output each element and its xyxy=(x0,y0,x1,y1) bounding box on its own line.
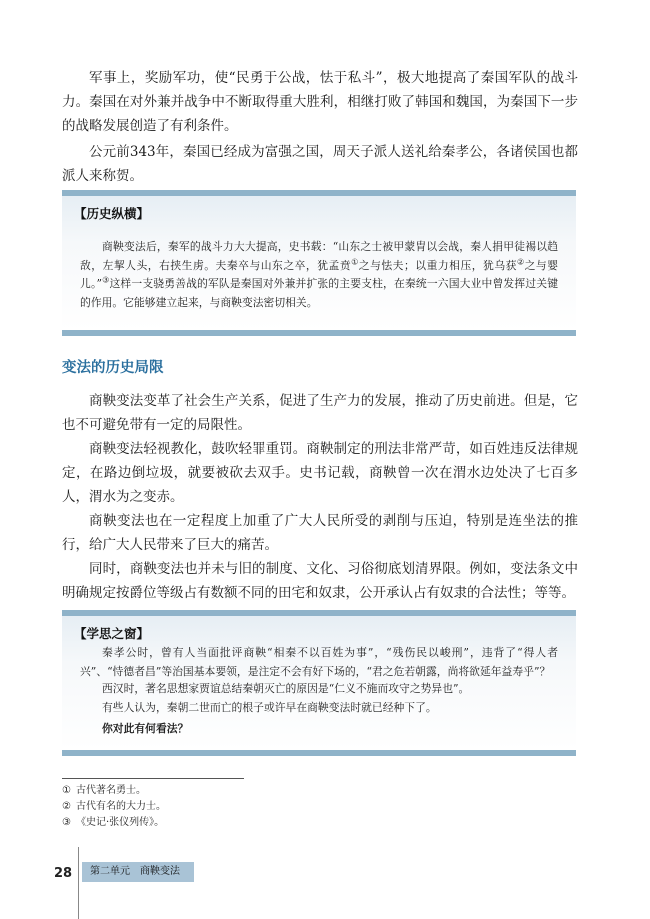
study-box-question: 你对此有何看法？ xyxy=(102,722,189,735)
paragraph-limitation-intro: 商鞅变法变革了社会生产关系，促进了生产力的发展，推动了历史前进。但是，它也不可避免带有一定的局限性。 xyxy=(62,393,578,433)
margin-rule xyxy=(78,847,79,919)
footnote-ref-2[interactable]: ② xyxy=(516,256,525,266)
unit-label: 第二单元 商鞅变法 xyxy=(82,862,194,882)
study-box-paragraph-2: 西汉时，著名思想家贾谊总结秦朝灭亡的原因是“仁义不施而攻守之势异也”。 xyxy=(102,682,470,695)
study-box-paragraph-1: 秦孝公时，曾有人当面批评商鞅“相秦不以百姓为事”，“残伤民以峻刑”，违背了“得人者兴”、“恃德者昌”等治国基本要领，是注定不会有好下场的，“君之危若朝露，尚将欲延年益寿乎”？ xyxy=(80,646,558,678)
paragraph-343bc: 公元前343年，秦国已经成为富强之国，周天子派人送礼给秦孝公，各诸侯国也都派人来称贺。 xyxy=(62,144,578,184)
paragraph-old-system: 同时，商鞅变法也并未与旧的制度、文化、习俗彻底划清界限。例如，变法条文中明确规定按爵位等级占有数额不同的田宅和奴隶，公开承认占有奴隶的合法性；等等。 xyxy=(62,561,578,601)
paragraph-harsh-law: 商鞅变法轻视教化，鼓吹轻罪重罚。商鞅制定的刑法非常严苛，如百姓违反法律规定，在路边倒垃圾，就要被砍去双手。史书记载，商鞅曾一次在渭水边处决了七百多人，渭水为之变赤。 xyxy=(62,441,578,505)
footnote-1: ① 古代著名勇士。 xyxy=(62,785,146,796)
footnote-ref-3[interactable]: ③ xyxy=(102,275,110,285)
footnote-2: ② 古代有名的大力士。 xyxy=(62,801,166,812)
history-box-title: 【历史纵横】 xyxy=(74,206,150,221)
paragraph-exploitation: 商鞅变法也在一定程度上加重了广大人民所受的剥削与压迫，特别是连坐法的推行，给广大人民带来了巨大的痛苦。 xyxy=(62,513,578,553)
section-heading: 变法的历史局限 xyxy=(62,360,164,376)
study-box-paragraph-3: 有些人认为，秦朝二世而亡的根子或许早在商鞅变法时就已经种下了。 xyxy=(102,701,437,714)
history-box-text: 商鞅变法后，秦军的战斗力大大提高，史书载：“山东之士被甲蒙胄以会战，秦人捐甲徒裼以趋敌，左挈人头，右挟生虏。夫秦卒与山东之卒，犹孟贲①之与怯夫；以重力相压，犹乌获②之与婴儿。”③这样一支骁勇善战的军队是秦国对外兼并扩张的主要支柱，在秦统一六国大业中曾发挥过关键的作用。它能够建立起来，与商鞅变法密切相关。 xyxy=(80,240,559,309)
footnote-3: ③ 《史记·张仪列传》。 xyxy=(62,817,165,828)
paragraph-military: 军事上，奖励军功，使“民勇于公战，怯于私斗”，极大地提高了秦国军队的战斗力。秦国在对外兼并战争中不断取得重大胜利，相继打败了韩国和魏国，为秦国下一步的战略发展创造了有利条件。 xyxy=(62,70,578,134)
footnote-divider xyxy=(62,778,244,779)
study-box-title: 【学思之窗】 xyxy=(74,626,150,641)
page-number: 28 xyxy=(54,866,73,881)
footnote-ref-1[interactable]: ① xyxy=(351,256,359,266)
study-sidebar-box xyxy=(62,610,576,756)
history-sidebar-box xyxy=(62,190,576,336)
